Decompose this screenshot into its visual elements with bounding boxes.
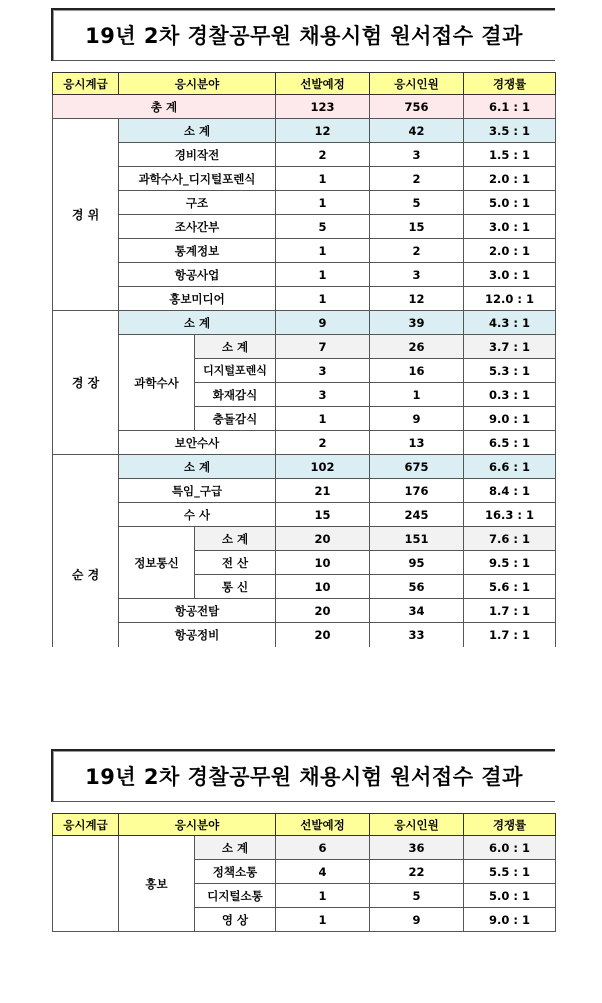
table-header-row: [53, 814, 556, 836]
page-title-1: [51, 8, 555, 61]
applicants-cell: 16: [370, 359, 464, 383]
subtotal-label: 소 계: [119, 311, 276, 335]
table-row: [53, 191, 556, 215]
ratio-cell: 1.7 : 1: [464, 599, 556, 623]
field-cell: 통 신: [195, 575, 276, 599]
subtotal-ratio: 3.5 : 1: [464, 119, 556, 143]
field-cell: 항공사업: [119, 263, 276, 287]
total-row: [53, 95, 556, 119]
table-row: [53, 431, 556, 455]
ratio-cell: 16.3 : 1: [464, 503, 556, 527]
ratio-cell: 5.3 : 1: [464, 359, 556, 383]
subtotal-applicants: 42: [370, 119, 464, 143]
field-cell: 정책소통: [195, 860, 276, 884]
group-science: 과학수사: [119, 335, 195, 431]
table-row: [53, 503, 556, 527]
planned-cell: 1: [276, 191, 370, 215]
field-cell: 경비작전: [119, 143, 276, 167]
table-row: [53, 215, 556, 239]
field-cell: 항공정비: [119, 623, 276, 647]
table-row: [53, 599, 556, 623]
field-cell: 구조: [119, 191, 276, 215]
planned-cell: 1: [276, 167, 370, 191]
applicants-cell: 22: [370, 860, 464, 884]
planned-cell: 20: [276, 623, 370, 647]
ratio-cell: 5.5 : 1: [464, 860, 556, 884]
table-row: [53, 167, 556, 191]
level-blank: [53, 836, 119, 932]
planned-cell: 3: [276, 383, 370, 407]
subtotal-applicants: 151: [370, 527, 464, 551]
subtotal-ratio: 6.6 : 1: [464, 455, 556, 479]
results-table-2: [52, 813, 556, 932]
planned-cell: 15: [276, 503, 370, 527]
ratio-cell: 9.0 : 1: [464, 407, 556, 431]
subtotal-label: 소 계: [119, 455, 276, 479]
header-field: 응시분야: [119, 73, 276, 95]
page-title-2: [51, 749, 555, 802]
table-row: [53, 263, 556, 287]
field-cell: 디지털포렌식: [195, 359, 276, 383]
planned-cell: 1: [276, 263, 370, 287]
level-gyeongjang: 경 장: [53, 311, 119, 455]
applicants-cell: 3: [370, 263, 464, 287]
applicants-cell: 3: [370, 143, 464, 167]
ratio-cell: 8.4 : 1: [464, 479, 556, 503]
group-infocomm: 정보통신: [119, 527, 195, 599]
ratio-cell: 3.0 : 1: [464, 263, 556, 287]
total-ratio: 6.1 : 1: [464, 95, 556, 119]
field-cell: 전 산: [195, 551, 276, 575]
table-row: [53, 311, 556, 335]
planned-cell: 10: [276, 575, 370, 599]
subtotal-planned: 7: [276, 335, 370, 359]
level-gyeongwi: 경 위: [53, 119, 119, 311]
header-applicants: 응시인원: [370, 814, 464, 836]
ratio-cell: 12.0 : 1: [464, 287, 556, 311]
results-table-1: [52, 72, 556, 647]
subtotal-label: 소 계: [119, 119, 276, 143]
applicants-cell: 56: [370, 575, 464, 599]
applicants-cell: 1: [370, 383, 464, 407]
planned-cell: 3: [276, 359, 370, 383]
ratio-cell: 5.0 : 1: [464, 884, 556, 908]
planned-cell: 1: [276, 239, 370, 263]
applicants-cell: 33: [370, 623, 464, 647]
subtotal-applicants: 26: [370, 335, 464, 359]
total-label: 총 계: [53, 95, 276, 119]
planned-cell: 1: [276, 884, 370, 908]
field-cell: 영 상: [195, 908, 276, 932]
planned-cell: 5: [276, 215, 370, 239]
field-cell: 충돌감식: [195, 407, 276, 431]
applicants-cell: 245: [370, 503, 464, 527]
applicants-cell: 15: [370, 215, 464, 239]
applicants-cell: 95: [370, 551, 464, 575]
subtotal-applicants: 675: [370, 455, 464, 479]
subtotal-planned: 6: [276, 836, 370, 860]
ratio-cell: 5.6 : 1: [464, 575, 556, 599]
planned-cell: 10: [276, 551, 370, 575]
planned-cell: 20: [276, 599, 370, 623]
title-text-1: 19년 2차 경찰공무원 채용시험 원서접수 결과: [85, 24, 523, 48]
total-applicants: 756: [370, 95, 464, 119]
applicants-cell: 2: [370, 167, 464, 191]
ratio-cell: 2.0 : 1: [464, 239, 556, 263]
field-cell: 화재감식: [195, 383, 276, 407]
field-cell: 과학수사_디지털포렌식: [119, 167, 276, 191]
ratio-cell: 0.3 : 1: [464, 383, 556, 407]
planned-cell: 2: [276, 431, 370, 455]
table-row: [53, 143, 556, 167]
planned-cell: 21: [276, 479, 370, 503]
header-applicants: 응시인원: [370, 73, 464, 95]
field-cell: 홍보미디어: [119, 287, 276, 311]
applicants-cell: 9: [370, 908, 464, 932]
subtotal-ratio: 4.3 : 1: [464, 311, 556, 335]
subtotal-ratio: 7.6 : 1: [464, 527, 556, 551]
field-cell: 특임_구급: [119, 479, 276, 503]
planned-cell: 1: [276, 287, 370, 311]
subtotal-label: 소 계: [195, 836, 276, 860]
field-cell: 보안수사: [119, 431, 276, 455]
table-row: [53, 119, 556, 143]
applicants-cell: 13: [370, 431, 464, 455]
planned-cell: 2: [276, 143, 370, 167]
ratio-cell: 1.7 : 1: [464, 623, 556, 647]
header-planned: 선발예정: [276, 814, 370, 836]
ratio-cell: 9.0 : 1: [464, 908, 556, 932]
field-cell: 항공전탐: [119, 599, 276, 623]
title-text-2: 19년 2차 경찰공무원 채용시험 원서접수 결과: [85, 765, 523, 789]
table-header-row: [53, 73, 556, 95]
table-row: [53, 623, 556, 647]
subtotal-planned: 9: [276, 311, 370, 335]
subtotal-applicants: 36: [370, 836, 464, 860]
ratio-cell: 5.0 : 1: [464, 191, 556, 215]
field-cell: 디지털소통: [195, 884, 276, 908]
table-row: [53, 335, 556, 359]
planned-cell: 4: [276, 860, 370, 884]
header-ratio: 경쟁률: [464, 73, 556, 95]
subtotal-planned: 12: [276, 119, 370, 143]
header-planned: 선발예정: [276, 73, 370, 95]
header-level: 응시계급: [53, 814, 119, 836]
level-sungyeong: 순 경: [53, 455, 119, 647]
table-row: [53, 836, 556, 860]
applicants-cell: 5: [370, 191, 464, 215]
subtotal-label: 소 계: [195, 527, 276, 551]
subtotal-ratio: 6.0 : 1: [464, 836, 556, 860]
group-pr: 홍보: [119, 836, 195, 932]
field-cell: 조사간부: [119, 215, 276, 239]
table-row: [53, 287, 556, 311]
table-row: [53, 239, 556, 263]
ratio-cell: 2.0 : 1: [464, 167, 556, 191]
header-field: 응시분야: [119, 814, 276, 836]
subtotal-planned: 102: [276, 455, 370, 479]
ratio-cell: 3.0 : 1: [464, 215, 556, 239]
total-planned: 123: [276, 95, 370, 119]
field-cell: 수 사: [119, 503, 276, 527]
header-ratio: 경쟁률: [464, 814, 556, 836]
applicants-cell: 2: [370, 239, 464, 263]
applicants-cell: 34: [370, 599, 464, 623]
header-level: 응시계급: [53, 73, 119, 95]
table-row: [53, 455, 556, 479]
planned-cell: 1: [276, 407, 370, 431]
ratio-cell: 9.5 : 1: [464, 551, 556, 575]
applicants-cell: 176: [370, 479, 464, 503]
applicants-cell: 5: [370, 884, 464, 908]
subtotal-ratio: 3.7 : 1: [464, 335, 556, 359]
ratio-cell: 1.5 : 1: [464, 143, 556, 167]
subtotal-planned: 20: [276, 527, 370, 551]
planned-cell: 1: [276, 908, 370, 932]
field-cell: 통계정보: [119, 239, 276, 263]
applicants-cell: 9: [370, 407, 464, 431]
ratio-cell: 6.5 : 1: [464, 431, 556, 455]
subtotal-label: 소 계: [195, 335, 276, 359]
subtotal-applicants: 39: [370, 311, 464, 335]
table-row: [53, 527, 556, 551]
applicants-cell: 12: [370, 287, 464, 311]
table-row: [53, 479, 556, 503]
